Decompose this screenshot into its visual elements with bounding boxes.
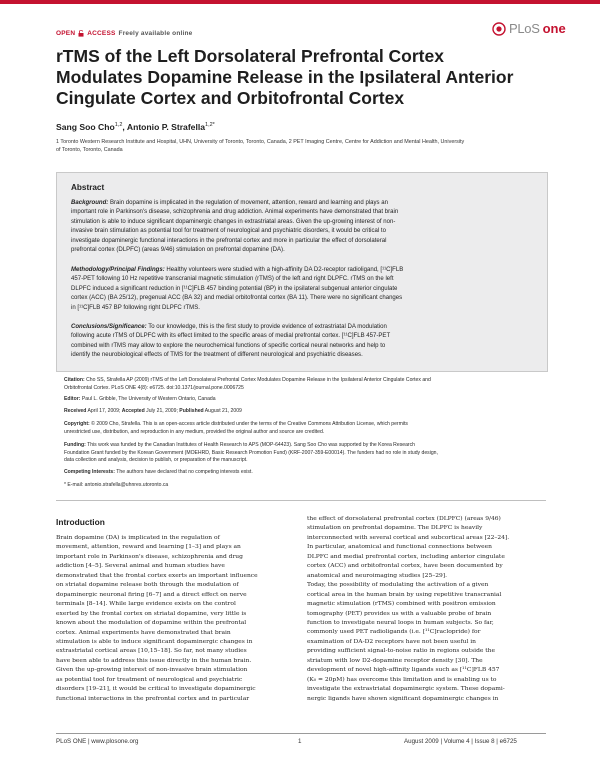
author-list: Sang Soo Cho$^{1,2}$, Antonio P. Strafella$^{1,2*}$: [56, 122, 215, 132]
body-line: cortex. Animal experiments have demonstrated that brain: [56, 628, 231, 636]
conclusions-label: Conclusions/Significance:: [71, 324, 147, 330]
citation-line: Orbitofrontal Cortex. PLoS ONE 4(8): e6725. doi:10.1371/journal.pone.0006725: [64, 384, 244, 391]
copyright-label: Copyright:: [64, 421, 90, 427]
author-affil-sup: 1,2: [205, 122, 213, 129]
funding-block: [64, 442, 542, 465]
affiliation-line: 1 Toronto Western Research Institute and Hospital, UHN, University of Toronto, Toronto, Canada, 2 PET Imaging Centre, Centre for Addiction and Mental Health, University: [56, 139, 465, 145]
title-line: Modulates Dopamine Release in the Ipsilateral Anterior: [56, 67, 514, 87]
body-line: providing sufficient signal-to-noise ratio in regions outside the: [307, 647, 496, 655]
editor-text: Paul L. Gribble, The University of Western Ontario, Canada: [81, 396, 216, 402]
corresponding-email: * E-mail: antonio.strafella@uhnres.utoronto.ca: [64, 482, 169, 488]
open-access-banner: [56, 30, 193, 37]
accepted-label: Accepted: [121, 408, 145, 414]
funding-line: This work was funded by the Canadian Institutes of Health Research to APS (MOP-64423). Sang Soo Cho was supported by the Korea Research: [87, 442, 415, 448]
abstract-line: stimulation is able to induce significant dopaminergic changes in extrastriatal areas. Given the up-growing interest of non-: [71, 218, 396, 225]
footer-journal: PLoS ONE | www.plosone.org: [56, 738, 139, 745]
body-line: commonly used PET radioligands (i.e. [¹¹C]raclopride) for: [307, 628, 481, 636]
footer-rule: [56, 733, 546, 734]
copyright-block: [64, 421, 542, 436]
abstract-line: important role in Parkinson's disease, schizophrenia and drug addiction. Animal experiments have demonstrated that brain: [71, 209, 399, 216]
abstract-line: To our knowledge, this is the first study to provide evidence of extrastriatal DA modulation: [148, 324, 387, 330]
body-line: In particular, anatomical and functional connections between: [307, 543, 492, 551]
footer-issue: August 2009 | Volume 4 | Issue 8 | e6725: [404, 738, 517, 745]
body-line: have been able to address this issue directly in the human brain.: [56, 656, 252, 664]
author-name: Antonio P. Strafella: [126, 122, 206, 132]
oa-access: ACCESS: [87, 30, 116, 37]
author-affil-sup: 1,2: [114, 122, 123, 129]
body-line: terminals [8–14]. While large evidence exists on the control: [56, 600, 236, 608]
dates-block: [64, 408, 542, 416]
abstract-conclusions: [71, 323, 535, 361]
body-line: disorders [19–21], it would be critical to investigate dopaminergic: [56, 685, 256, 693]
body-line: development of novel high-affinity ligands such as [¹¹C]FLB 457: [307, 666, 500, 674]
oa-open: OPEN: [56, 30, 76, 37]
body-line: cortical area in the human brain by using repetitive transcranial: [307, 590, 502, 598]
abstract-line: identify the neurobiological effects of TMS for the treatment of different neurological and psychiatric diseases.: [71, 352, 363, 359]
article-title: [56, 46, 556, 109]
logo-plos-text: PLoS: [509, 21, 540, 36]
body-line: Given the up-growing interest of non-invasive brain stimulation: [56, 666, 248, 674]
abstract-line: investigate dopaminergic functional interactions in the prefrontal cortex and more in particular the effect of dorsolateral: [71, 237, 387, 244]
citation-block: [64, 377, 542, 392]
body-line: dopaminergic neuronal firing [6–7] and a direct effect on nerve: [56, 590, 247, 598]
abstract-line: combined with rTMS may allow to explore the neurochemical functions of specific cortical neural networks and help to: [71, 342, 386, 349]
affiliation-line: of Toronto, Toronto, Canada: [56, 147, 123, 153]
right-column: [307, 514, 550, 703]
methods-label: Methodology/Principal Findings:: [71, 267, 165, 273]
body-line: addiction [4–5]. Several animal and human studies have: [56, 562, 225, 570]
body-line: stimulation is able to induce significant dopaminergic changes in: [56, 637, 253, 645]
accepted-date: July 21, 2009;: [146, 408, 178, 414]
citation-line: Cho SS, Strafella AP (2009) rTMS of the Left Dorsolateral Prefrontal Cortex Modulates Dopamine Release in the Ipsilateral Anterior Cingulate Cortex and: [86, 377, 431, 383]
corresponding-star: *: [212, 122, 215, 129]
title-line: Cingulate Cortex and Orbitofrontal Cortex: [56, 88, 405, 108]
published-label: Published: [179, 408, 204, 414]
body-line: function to investigate neural loops in human subjects. So far,: [307, 618, 494, 626]
competing-label: Competing Interests:: [64, 469, 115, 475]
abstract-line: 457-PET following 10 Hz repetitive transcranial magnetic stimulation (rTMS) of the left and right DLPFC. rTMS on the left: [71, 276, 394, 283]
body-line: stimulation on prefrontal dopamine. The DLPFC is heavily: [307, 524, 483, 532]
abstract-line: in [¹¹C]FLB 457 BP following right DLPFC rTMS.: [71, 304, 200, 311]
body-line: exerted by the frontal cortex on striatal dopamine, very little is: [56, 609, 247, 617]
footer-page-number: 1: [298, 738, 302, 745]
abstract-box: [56, 172, 548, 372]
competing-block: [64, 469, 542, 477]
abstract-heading: Abstract: [71, 183, 105, 192]
received-date: April 17, 2009;: [87, 408, 121, 414]
body-line: examination of DA-D2 receptors have not been useful in: [307, 637, 476, 645]
body-line: Brain dopamine (DA) is implicated in the regulation of: [56, 534, 220, 541]
abstract-line: DLPFC induced a significant reduction in [¹¹C]FLB 457 binding potential (BP) in the ipsilateral subgenual anterior cingulate: [71, 285, 398, 292]
funding-line: data collection and analysis, decision to publish, or preparation of the manuscript.: [64, 457, 248, 464]
editor-block: [64, 396, 542, 404]
abstract-background: [71, 199, 535, 255]
logo-one-text: one: [542, 21, 566, 36]
abstract-line: invasive brain stimulation as potential tool for treatment of neurological and psychiatric disorders, it would be critical to: [71, 228, 386, 235]
oa-freely: Freely available online: [118, 30, 193, 37]
abstract-line: prefrontal cortex (DLPFC) (areas 9/46) stimulation on prefrontal dopamine (DA).: [71, 247, 285, 254]
published-date: August 21, 2009: [204, 408, 242, 414]
received-label: Received: [64, 408, 87, 414]
body-line: striatum with low D2-dopamine receptor density [30]. The: [307, 656, 483, 664]
abstract-line: cortex (ACC) (BA 25/12), pregenual ACC (BA 32) and medial orbitofrontal cortex (BA 11). There were no significant changes: [71, 295, 403, 302]
funding-label: Funding:: [64, 442, 86, 448]
plos-one-logo: [492, 21, 566, 36]
funding-line: Foundation Grant funded by the Korean Government (MOEHRD, Basic Research Promotion Fund) (KRF-2007-359-E00014). The funders had no role in study design,: [64, 449, 438, 456]
author-name: Sang Soo Cho: [56, 122, 115, 132]
plos-logo-icon: [492, 22, 506, 36]
open-lock-icon: [78, 30, 84, 37]
affiliations: [56, 138, 556, 154]
introduction-heading: Introduction: [56, 517, 105, 527]
background-label: Background:: [71, 200, 109, 206]
body-line: important role in Parkinson's disease, schizophrenia and drug: [56, 552, 243, 560]
meta-divider: [56, 500, 546, 501]
abstract-line: following acute rTMS of DLPFC with its effect limited to the specific areas of medial prefrontal cortex. [¹¹C]FLB 457-PET: [71, 333, 391, 340]
left-column: [56, 533, 299, 703]
body-line: demonstrated that the frontal cortex exerts an important influence: [56, 571, 258, 579]
body-line: interconnected with several cortical and subcortical areas [22–24].: [307, 533, 510, 541]
body-line: functional interactions in the prefrontal cortex and in particular: [56, 694, 250, 702]
copyright-line: © 2009 Cho, Strafella. This is an open-access article distributed under the terms of the Creative Commons Attribution License, which permits: [91, 421, 408, 427]
citation-label: Citation:: [64, 377, 85, 383]
body-line: DLPFC and medial prefrontal cortex, including anterior cingulate: [307, 552, 505, 560]
body-line: extrastriatal cortical areas [10,15–18]. So far, not many studies: [56, 647, 247, 655]
title-line: rTMS of the Left Dorsolateral Prefrontal Cortex: [56, 46, 444, 66]
body-line: on striatal dopamine release both through the modulation of: [56, 581, 239, 589]
body-line: (K₀ = 20pM) has overcome this limitation and is enabling us to: [307, 675, 497, 683]
editor-label: Editor:: [64, 396, 81, 402]
competing-text: The authors have declared that no competing interests exist.: [116, 469, 253, 475]
body-line: Today, the possibility of modulating the activation of a given: [307, 581, 489, 589]
body-line: magnetic stimulation (rTMS) combined with positron emission: [307, 600, 496, 608]
top-accent-rule: [0, 0, 600, 4]
email-block: [64, 482, 542, 490]
body-line: the effect of dorsolateral prefrontal cortex (DLPFC) (areas 9/46): [307, 515, 501, 522]
body-line: cortex (ACC) and orbitofrontal cortex, have been documented by: [307, 562, 503, 570]
body-line: known about the modulation of dopamine within the prefrontal: [56, 619, 247, 627]
abstract-line: Brain dopamine is implicated in the regulation of movement, attention, reward and learning and plays an: [109, 200, 388, 206]
body-line: anatomical and neuroimaging studies [25–29].: [307, 571, 447, 579]
body-line: as potential tool for treatment of neurological and psychiatric: [56, 675, 243, 683]
copyright-line: unrestricted use, distribution, and reproduction in any medium, provided the original author and source are credited.: [64, 428, 325, 435]
abstract-line: Healthy volunteers were studied with a high-affinity DA D2-receptor radioligand, [¹¹C]FLB: [166, 267, 404, 273]
body-line: investigate the extrastriatal dopaminergic system. These dopami-: [307, 685, 505, 693]
abstract-methods: [71, 266, 535, 313]
body-line: movement, attention, reward and learning [1–3] and plays an: [56, 543, 241, 551]
body-line: tomography (PET) provides us with a valuable probe of brain: [307, 609, 492, 617]
body-line: nergic ligands have shown significant dopaminergic changes in: [307, 694, 499, 702]
